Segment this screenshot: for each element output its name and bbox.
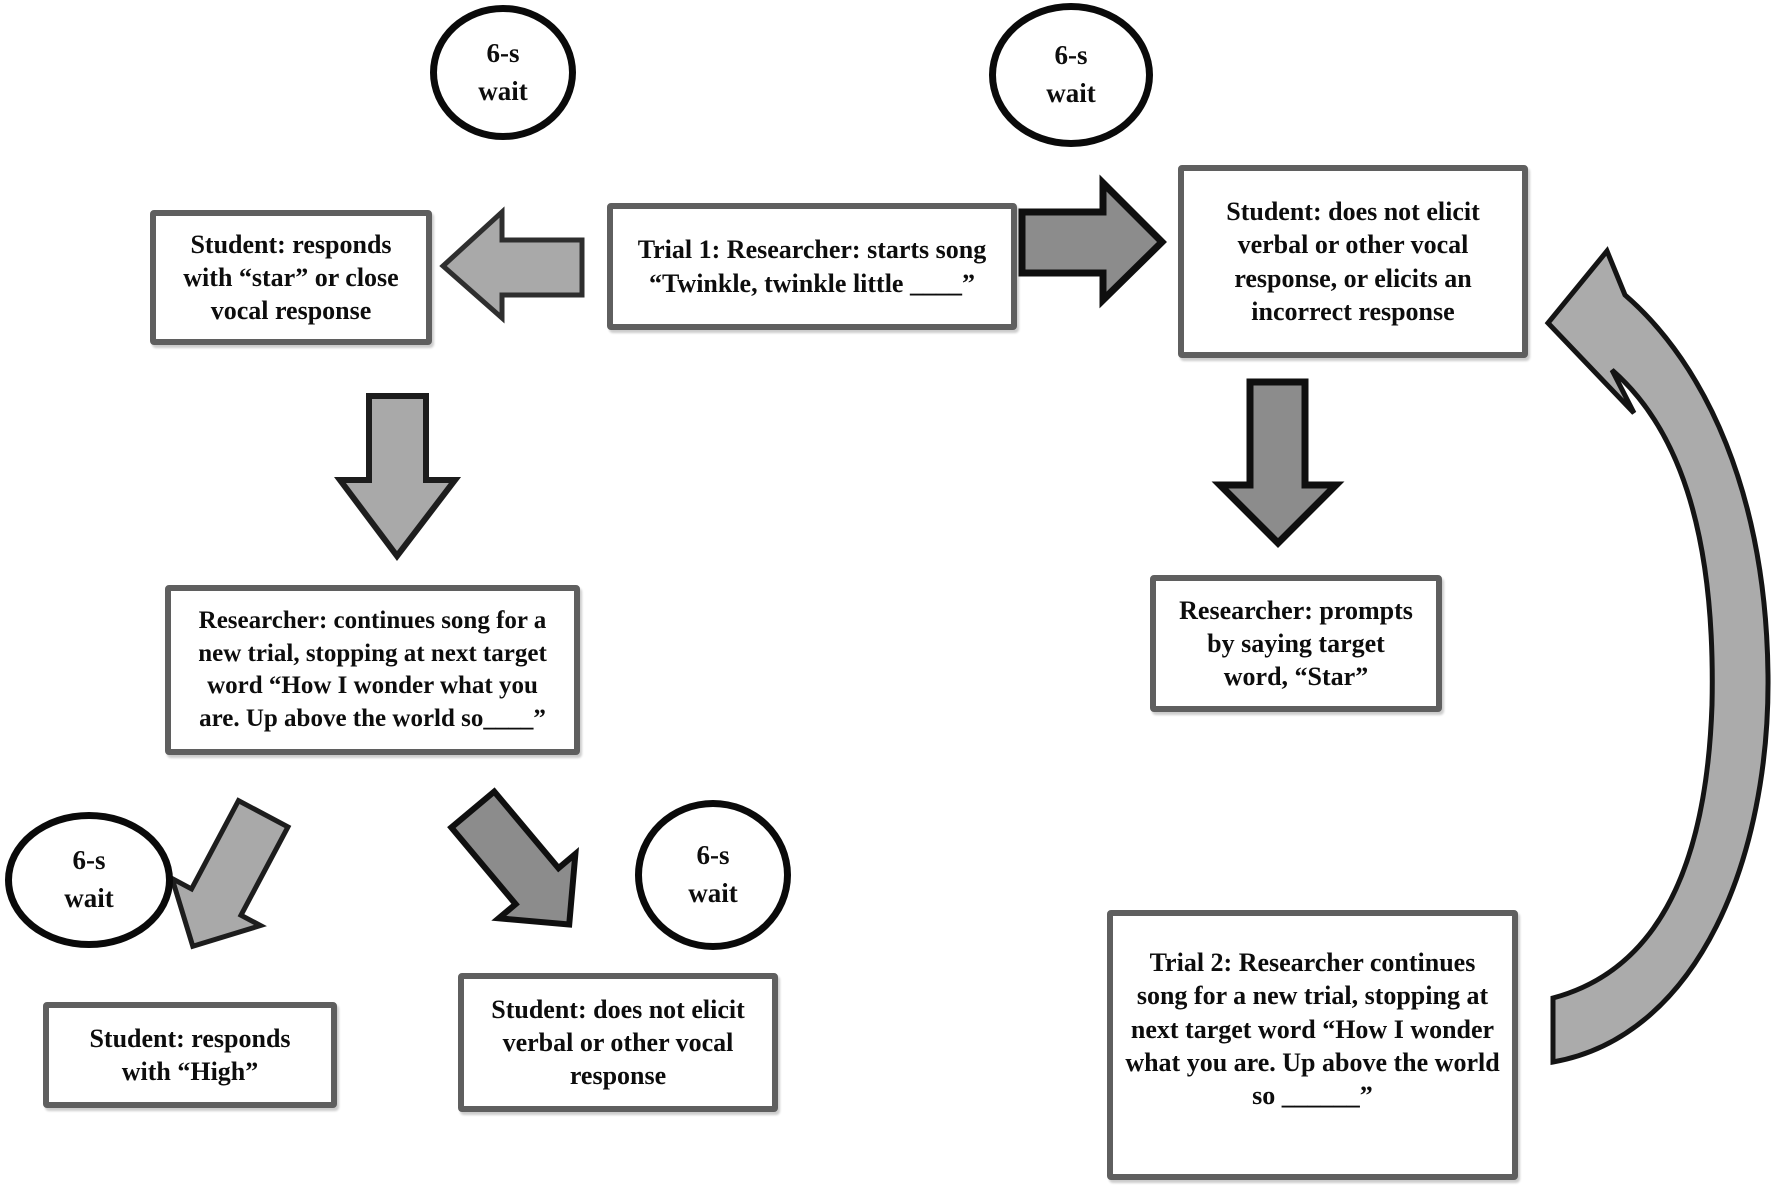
wait-circle-top-left <box>430 5 576 140</box>
box-trial1-text <box>638 233 987 300</box>
text-line: Trial 2: Researcher continues <box>1149 948 1476 977</box>
text-line: are. Up above the world so____” <box>199 704 546 732</box>
wait-label: 6-s <box>1054 40 1088 71</box>
arrow-correct-to-continues <box>340 396 455 556</box>
text-line: by saying target <box>1207 628 1385 658</box>
text-line: incorrect response <box>1251 296 1455 326</box>
box-trial2 <box>1107 910 1518 1180</box>
wait-circle-bottom-middle <box>635 800 791 950</box>
text-line: so ______” <box>1252 1081 1373 1111</box>
text-line: new trial, stopping at next target <box>198 639 547 667</box>
box-student-high <box>43 1002 337 1108</box>
wait-label: wait <box>1046 78 1096 108</box>
wait-label: wait <box>478 75 528 106</box>
text-line: Trial 1: Researcher: starts song <box>637 235 987 265</box>
box-student-correct <box>150 210 432 345</box>
text-line: Researcher: continues song for a <box>198 607 547 634</box>
box-student-high-text <box>89 1022 290 1089</box>
text-line: word “How I wonder what you <box>207 672 538 699</box>
arrow-incorrect-to-prompts <box>1220 382 1336 543</box>
arrow-trial1-to-incorrect <box>1022 183 1162 300</box>
text-line: vocal response <box>210 296 372 326</box>
box-trial1 <box>607 203 1017 330</box>
wait-label: 6-s <box>696 840 730 871</box>
text-line: verbal or other vocal <box>502 1027 734 1057</box>
box-student-no-response <box>458 973 778 1112</box>
text-line: with “High” <box>121 1057 259 1086</box>
arrow-trial2-to-incorrect-curved <box>1548 251 1768 1062</box>
text-line: with “star” or close <box>183 262 399 292</box>
text-line: Student: responds <box>190 229 392 259</box>
box-researcher-continues <box>165 585 580 755</box>
box-student-incorrect <box>1178 165 1528 358</box>
box-researcher-prompts-text <box>1179 594 1413 694</box>
text-line: next target word “How I wonder <box>1130 1014 1495 1044</box>
box-student-incorrect-text <box>1226 195 1480 328</box>
wait-label: wait <box>64 883 114 913</box>
text-line: word, “Star” <box>1223 662 1369 692</box>
text-line: response <box>569 1061 667 1091</box>
text-line: Researcher: prompts <box>1179 595 1413 625</box>
arrow-trial1-to-correct <box>443 212 582 318</box>
text-line: what you are. Up above the world <box>1125 1047 1500 1077</box>
box-trial2-text <box>1125 920 1499 1112</box>
text-line: “Twinkle, twinkle little ____” <box>649 268 975 298</box>
text-line: Student: does not elicit <box>491 994 745 1024</box>
box-student-correct-text <box>183 228 398 328</box>
text-line: Student: responds <box>89 1023 291 1053</box>
wait-circle-top-right <box>989 3 1153 147</box>
wait-label: 6-s <box>72 845 106 876</box>
text-line: verbal or other vocal <box>1237 230 1469 260</box>
box-researcher-continues-text <box>198 605 547 735</box>
arrow-continues-to-noresponse <box>434 777 607 956</box>
wait-label: wait <box>688 878 738 908</box>
wait-label: 6-s <box>486 37 520 68</box>
box-student-no-response-text <box>491 993 745 1093</box>
box-researcher-prompts <box>1150 575 1442 712</box>
wait-circle-bottom-left <box>5 812 173 948</box>
text-line: response, or elicits an <box>1234 263 1472 293</box>
text-line: Student: does not elicit <box>1226 196 1480 226</box>
text-line: song for a new trial, stopping at <box>1136 981 1489 1011</box>
